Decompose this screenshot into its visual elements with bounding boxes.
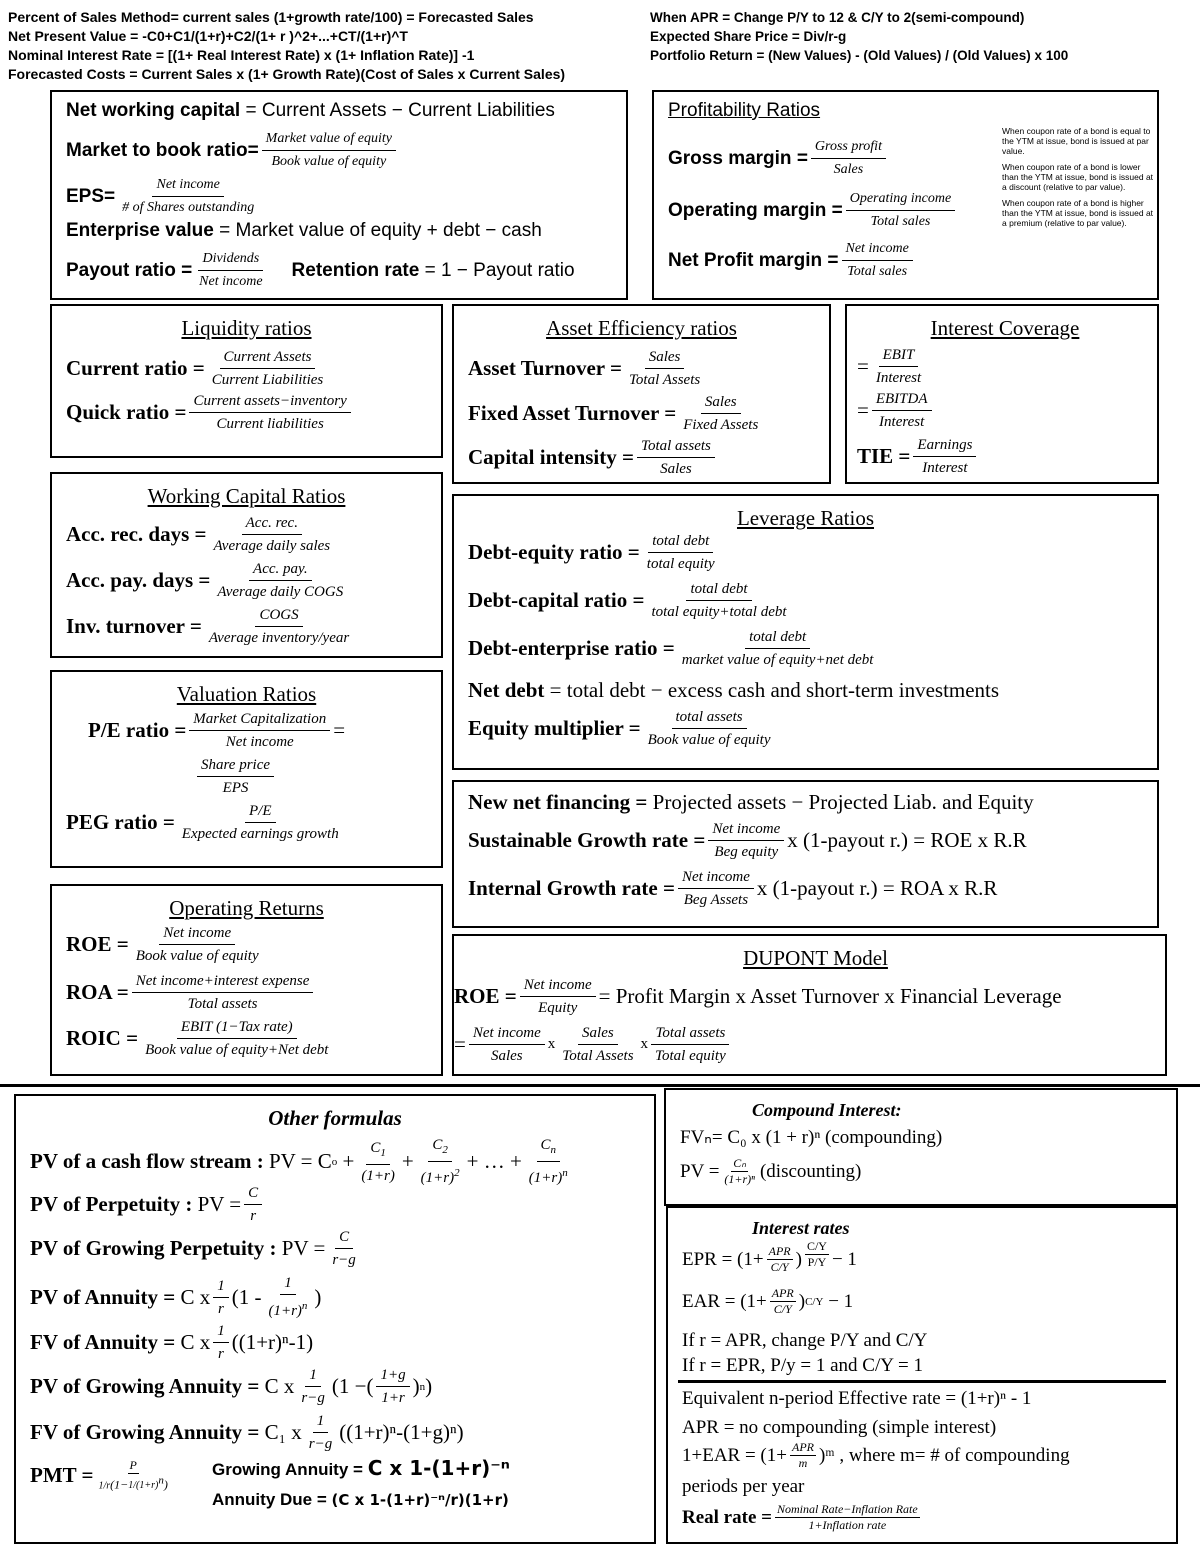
- compound-interest-box: [664, 1088, 1178, 1206]
- net-debt-label: Net debt: [468, 678, 545, 702]
- fixed-asset-turnover-fraction: $\frac{\text{Sales}}{\text{Fixed Assets}}$: [679, 391, 762, 436]
- dupont-box: [452, 934, 1167, 1076]
- valuation-title: Valuation Ratios: [176, 682, 317, 706]
- operating-margin-fraction: $\frac{\text{Operating income}}{\text{Total sales}}$: [846, 188, 955, 233]
- epr-fraction: $\frac{\text{APR}}{C/Y}$: [768, 1244, 791, 1274]
- dupont-title: DUPONT Model: [743, 946, 888, 970]
- pv-annuity-label: PV of Annuity =: [30, 1284, 176, 1309]
- profitability-box: [652, 90, 1159, 300]
- bond-note: When coupon rate of a bond is lower than the YTM at issue, bond is issued at a discount (relative to par value).: [1002, 162, 1154, 192]
- fv-compounding-expr: FVₙ= C₀ x (1 + r)ⁿ (compounding): [680, 1127, 943, 1148]
- rate-note: If r = APR, change P/Y and C/Y: [682, 1330, 928, 1351]
- ear-exponent: C/Y: [805, 1295, 824, 1308]
- net-profit-margin-label: Net Profit margin =: [668, 249, 839, 271]
- debt-enterprise-fraction: $\frac{\text{total debt}}{\text{market value of equity+net debt}}$: [678, 626, 878, 671]
- quick-ratio-fraction: $\frac{\text{Current assets−inventory}}{\text{Current liabilities}}$: [189, 390, 350, 435]
- dupont-roe-expr: = Profit Margin x Asset Turnover x Financial Leverage: [598, 984, 1062, 1008]
- equity-multiplier-label: Equity multiplier =: [468, 716, 641, 740]
- annuity-due-note: [212, 1490, 509, 1510]
- growth-box: [452, 780, 1159, 928]
- nwc-label: Net working capital: [66, 100, 241, 121]
- acc-rec-days-fraction: $\frac{\text{Acc. rec.}}{\text{Average daily sales}}$: [209, 512, 334, 557]
- capital-intensity-label: Capital intensity =: [468, 445, 634, 469]
- ear-m-tail: )ᵐ , where m= # of compounding: [818, 1444, 1070, 1466]
- debt-equity-fraction: $\frac{\text{total debt}}{\text{total equity}}$: [643, 530, 719, 575]
- epr-tail: − 1: [831, 1248, 857, 1270]
- current-ratio-label: Current ratio =: [66, 356, 205, 380]
- header-right: [650, 8, 1068, 65]
- rates-divider: [678, 1380, 1166, 1383]
- internal-growth-label: Internal Growth rate =: [468, 876, 675, 900]
- inv-turnover-fraction: $\frac{\text{COGS}}{\text{Average inventory/year}}$: [205, 604, 353, 649]
- peg-ratio-label: PEG ratio =: [66, 810, 175, 834]
- gross-margin-fraction: $\frac{\text{Gross profit}}{\text{Sales}}$: [811, 136, 886, 181]
- growing-annuity-label: Growing Annuity =: [212, 1460, 363, 1479]
- sustainable-growth-fraction: $\frac{\text{Net income}}{\text{Beg equity}}$: [708, 818, 784, 863]
- internal-growth-fraction: $\frac{\text{Net income}}{\text{Beg Assets}}$: [678, 866, 754, 911]
- roe-fraction: $\frac{\text{Net income}}{\text{Book value of equity}}$: [132, 922, 263, 967]
- operating-returns-title: Operating Returns: [169, 896, 324, 920]
- one-over-r: $\frac{1}{r}$: [213, 1320, 229, 1365]
- times-sign: x: [640, 1036, 649, 1052]
- interest-coverage-box: [845, 304, 1159, 484]
- epr-label: EPR = (1+: [682, 1248, 764, 1270]
- acc-pay-days-fraction: $\frac{\text{Acc. pay.}}{\text{Average daily COGS}}$: [213, 558, 347, 603]
- pv-growing-perpetuity-label: PV of Growing Perpetuity :: [30, 1236, 277, 1260]
- other-formulas-box: Other formulas PV of a cash flow stream : PV = C o + $\frac{C_1}{(1+r)}$ + $\frac{C_2}{(1+r)^2}$ + … + $\frac{C_n}{(1+r)^n}$ PV of Perpetuity : PV = $\frac{C}{r}$ PV of Growing Perpetuity : PV = $\frac{C}{r-g}$ PV of Annuity = C x $\frac{1}{r}$ (1 - $\frac{1}{(1+r)^n}$ ) FV of Annuity = C x $\frac{1}{r}$ ((1+r)ⁿ-1) PV of Growing Annuity = C x $\frac{1}{r-g}$ (1 −( $\frac{1+g}{1+r}$ ) n ) FV of Growing Annuity = C₁ x $\frac{1}{r-g}$ ((1+r)ⁿ-(1+g)ⁿ) PMT = $\frac{P}{1/r(1-1/(1+r)^n)}$ Growing Annuity = C x 1-(1+r)⁻ⁿ Annuity Due = (C x 1-(1+r)⁻ⁿ/r)(1+r): [14, 1094, 656, 1544]
- ellipsis: + … +: [466, 1149, 522, 1173]
- pv-stream-label: PV of a cash flow stream :: [30, 1149, 264, 1173]
- pv-term-1: $\frac{C_1}{(1+r)}$: [357, 1137, 398, 1187]
- pe-ratio-label: P/E ratio =: [88, 718, 187, 742]
- working-capital-title: Working Capital Ratios: [147, 484, 346, 508]
- pv-annuity-expr: C x: [180, 1284, 211, 1309]
- rate-definitions: [682, 1384, 1031, 1442]
- debt-capital-label: Debt-capital ratio =: [468, 588, 645, 612]
- ear-tail: − 1: [828, 1290, 854, 1312]
- interest-coverage-title: Interest Coverage: [930, 316, 1080, 340]
- subscript: o: [331, 1155, 338, 1168]
- epr-exponent: $\frac{C/Y}{P/Y}$: [806, 1239, 827, 1269]
- annuity-due-label: Annuity Due =: [212, 1490, 327, 1509]
- equals-sign: =: [857, 398, 869, 422]
- real-rate-label: Real rate =: [682, 1506, 772, 1528]
- growing-annuity-handwritten: C x 1-(1+r)⁻ⁿ: [367, 1456, 510, 1480]
- pv-discount-label: PV =: [680, 1160, 720, 1182]
- pv-term-n: $\frac{C_n}{(1+r)^n}$: [525, 1134, 572, 1189]
- debt-equity-label: Debt-equity ratio =: [468, 540, 640, 564]
- fv-annuity-tail: ((1+r)ⁿ-1): [231, 1330, 314, 1354]
- pv-perpetuity-fraction: $\frac{C}{r}$: [244, 1182, 262, 1227]
- dupont-roe-fraction: $\frac{\text{Net income}}{\text{Equity}}$: [520, 974, 596, 1019]
- acc-pay-days-label: Acc. pay. days =: [66, 568, 211, 592]
- times-sign: x: [547, 1036, 556, 1052]
- roic-fraction: $\frac{\text{EBIT (1−Tax rate)}}{\text{Book value of equity+Net debt}}$: [141, 1016, 332, 1061]
- growing-annuity-note: [212, 1456, 510, 1480]
- ear-fraction: $\frac{\text{APR}}{C/Y}$: [771, 1286, 794, 1316]
- fv-growing-annuity-label: FV of Growing Annuity =: [30, 1420, 260, 1444]
- leverage-title: Leverage Ratios: [736, 506, 875, 530]
- section-divider: [0, 1084, 1200, 1087]
- fixed-asset-turnover-label: Fixed Asset Turnover =: [468, 401, 677, 425]
- mtb-fraction: $\frac{\text{Market value of equity}}{\text{Book value of equity}}$: [262, 128, 396, 173]
- pv-discount-tail: (discounting): [759, 1160, 862, 1182]
- new-net-financing-label: New net financing =: [468, 790, 648, 814]
- roa-fraction: $\frac{\text{Net income+interest expense}}{\text{Total assets}}$: [132, 970, 314, 1015]
- pmt-label: PMT =: [30, 1463, 94, 1488]
- pv-growing-perpetuity-fraction: $\frac{C}{r-g}$: [328, 1226, 359, 1271]
- net-profit-margin-fraction: $\frac{\text{Net income}}{\text{Total sales}}$: [842, 238, 913, 283]
- annuity-due-handwritten: (C x 1-(1+r)⁻ⁿ/r)(1+r): [331, 1491, 509, 1509]
- ear-m-label: 1+EAR = (1+: [682, 1444, 787, 1466]
- fv-annuity-label: FV of Annuity =: [30, 1330, 176, 1354]
- periods-per-year: periods per year: [682, 1476, 805, 1497]
- valuation-box: [50, 670, 443, 868]
- roic-label: ROIC =: [66, 1026, 139, 1050]
- debt-enterprise-label: Debt-enterprise ratio =: [468, 636, 675, 660]
- operating-returns-box: [50, 884, 443, 1076]
- nwc-expr: = Current Assets − Current Liabilities: [245, 100, 555, 121]
- one-over-r: $\frac{1}{r}$: [213, 1275, 229, 1320]
- compound-interest-title: Compound Interest:: [752, 1100, 902, 1120]
- dupont-roe-label: ROE =: [454, 984, 517, 1008]
- gross-margin-label: Gross margin =: [668, 147, 808, 169]
- apr-definition: APR = no compounding (simple interest): [682, 1417, 997, 1438]
- growth-ratio: $\frac{1+g}{1+r}$: [376, 1364, 409, 1409]
- liquidity-box: [50, 304, 443, 458]
- ev-label: Enterprise value: [66, 220, 214, 241]
- fv-growing-annuity-tail: ((1+r)ⁿ-(1+g)ⁿ): [339, 1420, 464, 1444]
- acc-rec-days-label: Acc. rec. days =: [66, 522, 207, 546]
- pmt-fraction: $\frac{P}{1/r(1-1/(1+r)^n)}$: [98, 1458, 168, 1492]
- roe-label: ROE =: [66, 932, 129, 956]
- peg-ratio-fraction: $\frac{P/E}{\text{Expected earnings growth}}$: [178, 800, 343, 845]
- operating-margin-label: Operating margin =: [668, 199, 843, 221]
- quick-ratio-label: Quick ratio =: [66, 400, 187, 424]
- working-capital-box: [50, 472, 443, 658]
- equivalent-rate: Equivalent n-period Effective rate = (1+r)ⁿ - 1: [682, 1388, 1032, 1409]
- asset-turnover-fraction: $\frac{\text{Sales}}{\text{Total Assets}}$: [625, 346, 704, 391]
- header-line: Nominal Interest Rate = [(1+ Real Interest Rate) x (1+ Inflation Rate)] -1: [8, 47, 475, 63]
- pv-term-2: $\frac{C_2}{(1+r)^2}$: [417, 1134, 464, 1189]
- real-rate-fraction: $\frac{\text{Nominal Rate−Inflation Rate}}{\text{1+Inflation rate}}$: [776, 1502, 918, 1532]
- net-debt-expr: = total debt − excess cash and short-term investments: [549, 678, 1000, 702]
- other-formulas-title: Other formulas: [268, 1106, 402, 1130]
- pv-discount-fraction: $\frac{\text{Cₙ}}{\text{(1+r)ⁿ}}$: [724, 1156, 755, 1186]
- fv-growing-annuity-expr: C₁ x: [264, 1420, 302, 1444]
- header-line: Net Present Value = -C0+C1/(1+r)+C2/(1+ r )^2+...+CT/(1+r)^T: [8, 28, 408, 44]
- asset-efficiency-box: [452, 304, 831, 484]
- payout-label: Payout ratio =: [66, 259, 193, 281]
- header-left: [8, 8, 565, 84]
- asset-efficiency-title: Asset Efficiency ratios: [546, 316, 737, 340]
- equity-multiplier-fraction: $\frac{\text{total assets}}{\text{Book value of equity}}$: [644, 706, 775, 751]
- pe-ratio-alt-fraction: $\frac{\text{Share price}}{\text{EPS}}$: [197, 754, 274, 799]
- tie-fraction: $\frac{\text{Earnings}}{\text{Interest}}$: [913, 434, 976, 479]
- header-line: Percent of Sales Method= current sales (1+growth rate/100) = Forecasted Sales: [8, 9, 534, 25]
- header-line: When APR = Change P/Y to 12 & C/Y to 2(semi-compound): [650, 10, 1025, 25]
- current-ratio-fraction: $\frac{\text{Current Assets}}{\text{Current Liabilities}}$: [208, 346, 328, 391]
- one-over-r-minus-g: $\frac{1}{r-g}$: [305, 1410, 336, 1455]
- eps-label: EPS=: [66, 185, 116, 207]
- ebitda-fraction: $\frac{\text{EBITDA}}{\text{Interest}}$: [872, 388, 932, 433]
- debt-capital-fraction: $\frac{\text{total debt}}{\text{total equity+total debt}}$: [647, 578, 790, 623]
- pe-ratio-fraction: $\frac{\text{Market Capitalization}}{\text{Net income}}$: [189, 708, 330, 753]
- mtb-label: Market to book ratio=: [66, 139, 259, 161]
- sustainable-growth-expr: x (1-payout r.) = ROE x R.R: [787, 828, 1027, 852]
- tie-label: TIE =: [857, 444, 911, 468]
- liquidity-title: Liquidity ratios: [181, 316, 312, 340]
- fv-annuity-expr: C x: [180, 1330, 211, 1354]
- retention-expr: = 1 − Payout ratio: [424, 259, 575, 281]
- retention-label: Retention rate: [291, 259, 420, 281]
- roa-label: ROA =: [66, 980, 129, 1004]
- header-line: Expected Share Price = Div/r-g: [650, 29, 847, 44]
- inv-turnover-label: Inv. turnover =: [66, 614, 202, 638]
- equals-sign: =: [333, 718, 346, 742]
- header-line: Forecasted Costs = Current Sales x (1+ Growth Rate)(Cost of Sales x Current Sales): [8, 66, 566, 82]
- ev-expr: = Market value of equity + debt − cash: [219, 220, 542, 241]
- basic-formulas-box: [50, 90, 628, 300]
- pv-growing-annuity-expr: C x: [264, 1374, 295, 1398]
- sustainable-growth-label: Sustainable Growth rate =: [468, 828, 706, 852]
- eps-fraction: $\frac{\text{Net income}}{\text{\# of Shares outstanding}}$: [118, 174, 258, 219]
- header-line: Portfolio Return = (New Values) - (Old Values) / (Old Values) x 100: [650, 48, 1069, 63]
- bond-notes: [1002, 126, 1154, 228]
- rate-notes: [682, 1328, 927, 1378]
- pv-perpetuity-expr: PV =: [197, 1192, 242, 1216]
- one-over-r-minus-g: $\frac{1}{r-g}$: [297, 1364, 328, 1409]
- ear-label: EAR = (1+: [682, 1290, 767, 1312]
- interest-rates-title: Interest rates: [752, 1218, 850, 1238]
- rate-note: If r = EPR, P/y = 1 and C/Y = 1: [682, 1355, 923, 1376]
- payout-fraction: $\frac{\text{Dividends}}{\text{Net income}}$: [195, 248, 266, 293]
- profit-margin-fraction: $\frac{\text{Net income}}{\text{Sales}}$: [469, 1022, 545, 1067]
- bond-note: When coupon rate of a bond is equal to the YTM at issue, bond is issued at par value.: [1002, 126, 1151, 156]
- ear-m-fraction: $\frac{\text{APR}}{m}$: [791, 1440, 814, 1470]
- pv-growing-annuity-label: PV of Growing Annuity =: [30, 1374, 260, 1398]
- capital-intensity-fraction: $\frac{\text{Total assets}}{\text{Sales}}$: [637, 435, 715, 480]
- equals-sign: =: [454, 1032, 466, 1056]
- new-net-financing-expr: Projected assets − Projected Liab. and Equity: [652, 790, 1034, 814]
- profitability-title: Profitability Ratios: [668, 100, 821, 121]
- financial-leverage-fraction: $\frac{\text{Total assets}}{\text{Total equity}}$: [651, 1022, 730, 1067]
- bond-note: When coupon rate of a bond is higher than the YTM at issue, bond is issued at a premium (relative to par value).: [1002, 198, 1154, 228]
- pv-perpetuity-label: PV of Perpetuity :: [30, 1192, 193, 1216]
- pv-stream-expr: PV = C: [268, 1149, 332, 1173]
- ebit-fraction: $\frac{\text{EBIT}}{\text{Interest}}$: [872, 344, 925, 389]
- interest-rates-box: Interest rates EPR = (1+ $\frac{\text{APR}}{C/Y}$ ) $\frac{C/Y}{P/Y}$ − 1 EAR = (1+ $\frac{\text{APR}}{C/Y}$ ) C/Y − 1 If r = APR, change P/Y and C/Y If r = EPR, P/y = 1 and C/Y = 1 Equivalent n-period Effective rate = (1+r)ⁿ - 1 APR = no compounding (simple interest) 1+EAR = (1+ $\frac{\text{APR}}{m}$ )ᵐ , where m= # of compounding periods per year Real rate = $\frac{\text{Nominal Rate−Inflation Rate}}{\text{1+Inflation rate}}$: [666, 1206, 1178, 1544]
- equals-sign: =: [857, 354, 869, 378]
- asset-turnover-frac: $\frac{\text{Sales}}{\text{Total Assets}}$: [558, 1022, 637, 1067]
- leverage-box: [452, 494, 1159, 770]
- internal-growth-expr: x (1-payout r.) = ROA x R.R: [756, 876, 998, 900]
- pv-growing-perpetuity-expr: PV =: [281, 1236, 326, 1260]
- asset-turnover-label: Asset Turnover =: [468, 356, 622, 380]
- discount-factor: $\frac{1}{(1+r)^n}$: [264, 1272, 311, 1322]
